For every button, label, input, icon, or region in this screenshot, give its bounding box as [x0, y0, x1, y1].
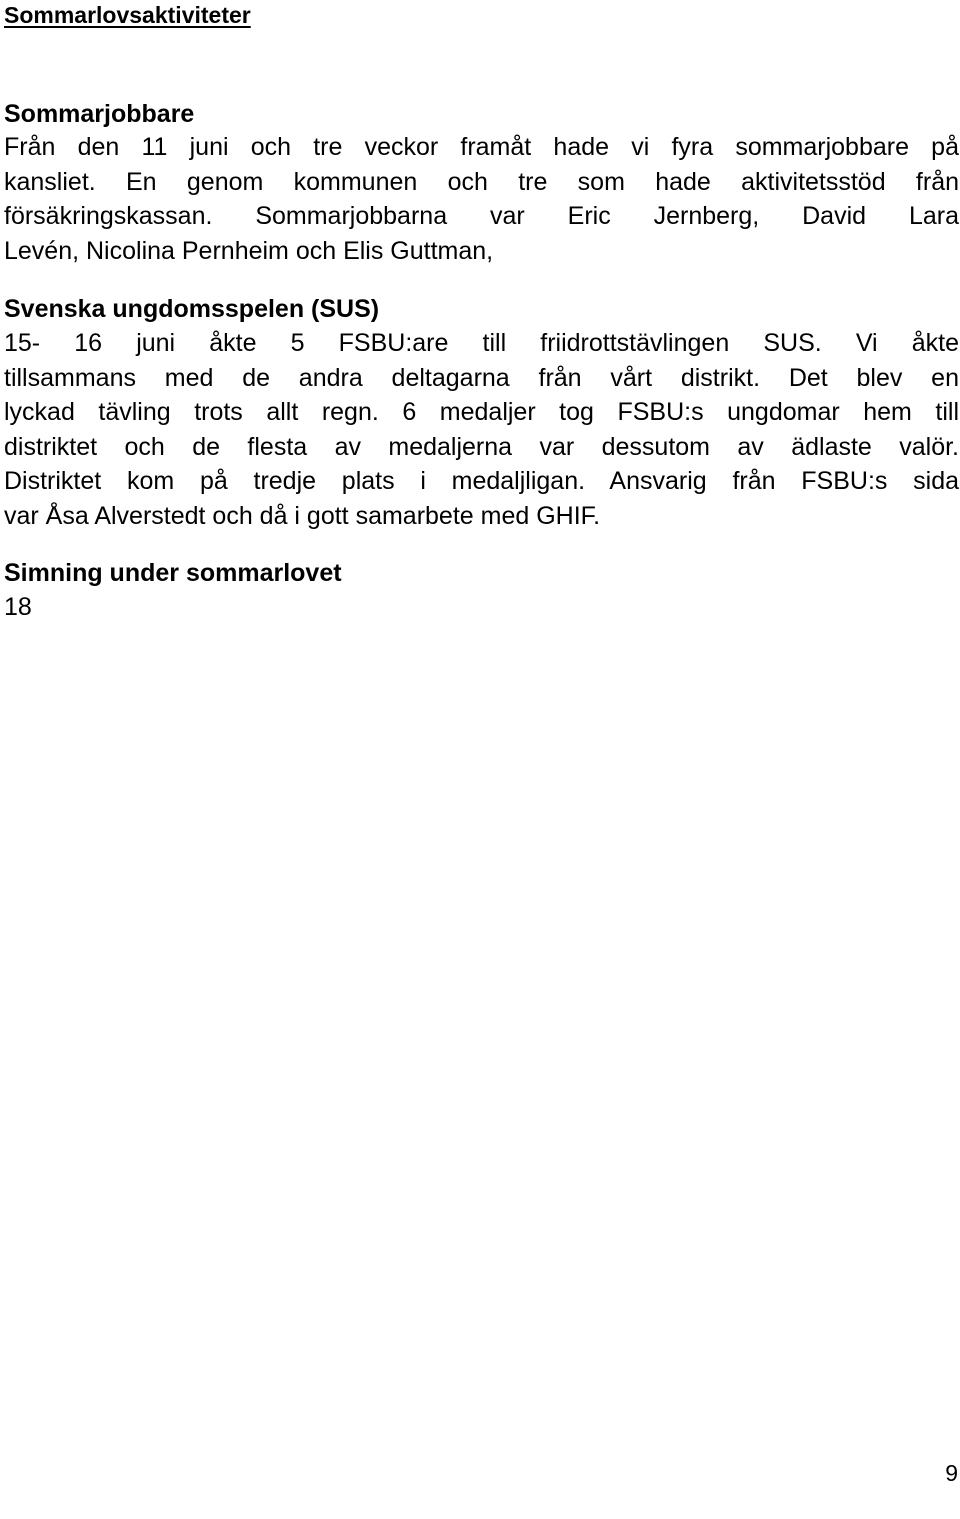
section-heading-sommarjobbare: Sommarjobbare — [4, 100, 195, 128]
section-heading-sus: Svenska ungdomsspelen (SUS) — [4, 295, 380, 323]
text-line: försäkringskassan. Sommarjobbarna var Eric Jernberg, David Lara — [4, 202, 959, 230]
section-body-sus — [4, 326, 959, 533]
page-header-title: Sommarlovsaktiviteter — [4, 2, 251, 28]
text-line: var Åsa Alverstedt och då i gott samarbete med GHIF. — [4, 501, 601, 530]
section-body-sommarjobbare — [4, 130, 959, 268]
text-line: 15- 16 juni åkte 5 FSBU:are till friidrottstävlingen SUS. Vi åkte — [4, 329, 959, 357]
text-line: distriktet och de flesta av medaljerna var dessutom av ädlaste valör. — [4, 432, 959, 461]
text-line: kansliet. En genom kommunen och tre som hade aktivitetsstöd från — [4, 167, 959, 196]
page-number: 9 — [945, 1460, 958, 1486]
text-line: Distriktet kom på tredje plats i medaljligan. Ansvarig från FSBU:s sida — [4, 467, 959, 495]
text-line: tillsammans med de andra deltagarna från vårt distrikt. Det blev en — [4, 363, 959, 392]
text-line: 18 — [4, 593, 32, 621]
text-line: Från den 11 juni och tre veckor framåt hade vi fyra sommarjobbare på — [4, 133, 959, 161]
text-line: lyckad tävling trots allt regn. 6 medaljer tog FSBU:s ungdomar hem till — [4, 398, 959, 426]
section-heading-simning: Simning under sommarlovet — [4, 559, 342, 587]
text-line: Levén, Nicolina Pernheim och Elis Guttman, — [4, 236, 494, 265]
section-body-simning — [4, 590, 959, 625]
